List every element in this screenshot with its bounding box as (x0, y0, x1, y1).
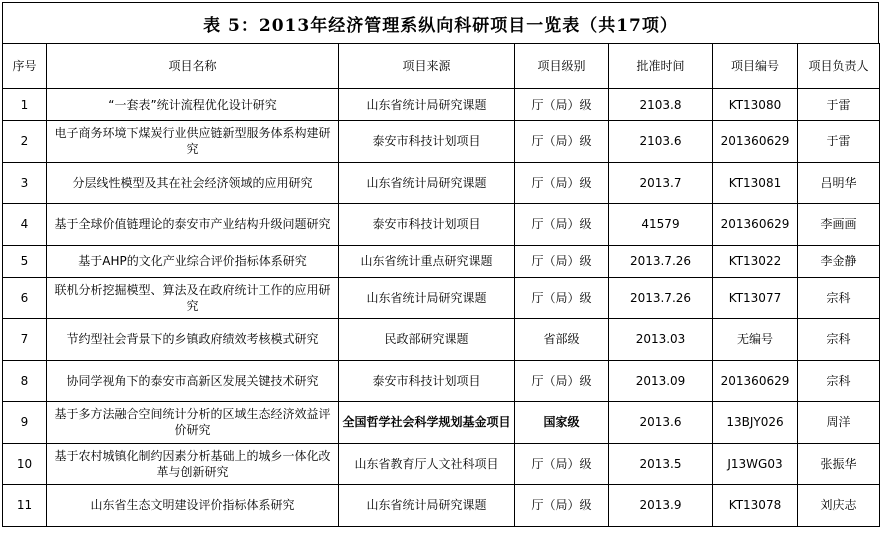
cell-level: 厅（局）级 (515, 443, 609, 485)
cell-source: 民政部研究课题 (339, 319, 515, 361)
table-row (3, 204, 880, 246)
cell-date: 2013.7.26 (609, 245, 713, 277)
cell-level: 厅（局）级 (515, 204, 609, 246)
table-body (3, 89, 880, 527)
cell-no: 10 (3, 443, 47, 485)
cell-date: 2103.6 (609, 121, 713, 163)
header-source: 项目来源 (339, 44, 515, 89)
cell-level: 厅（局）级 (515, 485, 609, 527)
cell-no: 1 (3, 89, 47, 121)
cell-date: 2013.7.26 (609, 277, 713, 319)
cell-name: 山东省生态文明建设评价指标体系研究 (47, 485, 339, 527)
table-row (3, 319, 880, 361)
cell-source: 泰安市科技计划项目 (339, 121, 515, 163)
cell-leader: 吕明华 (798, 162, 880, 204)
header-date: 批准时间 (609, 44, 713, 89)
cell-source: 山东省统计重点研究课题 (339, 245, 515, 277)
cell-name: “一套表”统计流程优化设计研究 (47, 89, 339, 121)
header-level: 项目级别 (515, 44, 609, 89)
cell-no: 6 (3, 277, 47, 319)
cell-code: 201360629 (713, 360, 798, 402)
table-row (3, 245, 880, 277)
cell-no: 5 (3, 245, 47, 277)
table-row (3, 360, 880, 402)
cell-leader: 于雷 (798, 121, 880, 163)
cell-no: 4 (3, 204, 47, 246)
project-table-container (2, 2, 879, 527)
cell-date: 2013.09 (609, 360, 713, 402)
cell-level: 厅（局）级 (515, 89, 609, 121)
table-row (3, 89, 880, 121)
table-title: 表 5：2013年经济管理系纵向科研项目一览表（共17项） (2, 2, 879, 43)
cell-name: 分层线性模型及其在社会经济领域的应用研究 (47, 162, 339, 204)
cell-date: 2013.9 (609, 485, 713, 527)
table-row (3, 121, 880, 163)
cell-name: 联机分析挖掘模型、算法及在政府统计工作的应用研究 (47, 277, 339, 319)
cell-source: 泰安市科技计划项目 (339, 360, 515, 402)
cell-source: 泰安市科技计划项目 (339, 204, 515, 246)
cell-no: 11 (3, 485, 47, 527)
cell-source: 山东省统计局研究课题 (339, 162, 515, 204)
cell-level: 国家级 (515, 402, 609, 444)
cell-name: 基于AHP的文化产业综合评价指标体系研究 (47, 245, 339, 277)
cell-code: 201360629 (713, 121, 798, 163)
table-row (3, 443, 880, 485)
cell-no: 9 (3, 402, 47, 444)
cell-level: 厅（局）级 (515, 121, 609, 163)
cell-source: 山东省统计局研究课题 (339, 277, 515, 319)
cell-leader: 李金静 (798, 245, 880, 277)
cell-no: 3 (3, 162, 47, 204)
cell-no: 7 (3, 319, 47, 361)
cell-name: 协同学视角下的泰安市高新区发展关键技术研究 (47, 360, 339, 402)
cell-name: 基于全球价值链理论的泰安市产业结构升级问题研究 (47, 204, 339, 246)
cell-leader: 周洋 (798, 402, 880, 444)
cell-code: J13WG03 (713, 443, 798, 485)
cell-level: 厅（局）级 (515, 360, 609, 402)
project-table (2, 43, 880, 527)
header-row (3, 44, 880, 89)
cell-source: 山东省统计局研究课题 (339, 485, 515, 527)
cell-code: 201360629 (713, 204, 798, 246)
cell-leader: 李画画 (798, 204, 880, 246)
cell-leader: 刘庆志 (798, 485, 880, 527)
cell-source: 全国哲学社会科学规划基金项目 (339, 402, 515, 444)
header-no: 序号 (3, 44, 47, 89)
cell-code: KT13078 (713, 485, 798, 527)
cell-code: KT13022 (713, 245, 798, 277)
cell-code: KT13081 (713, 162, 798, 204)
table-row (3, 402, 880, 444)
cell-code: KT13077 (713, 277, 798, 319)
header-name: 项目名称 (47, 44, 339, 89)
cell-level: 省部级 (515, 319, 609, 361)
cell-no: 2 (3, 121, 47, 163)
cell-no: 8 (3, 360, 47, 402)
cell-date: 2013.5 (609, 443, 713, 485)
cell-leader: 宗科 (798, 319, 880, 361)
cell-level: 厅（局）级 (515, 277, 609, 319)
cell-leader: 宗科 (798, 277, 880, 319)
header-leader: 项目负责人 (798, 44, 880, 89)
cell-leader: 宗科 (798, 360, 880, 402)
cell-leader: 于雷 (798, 89, 880, 121)
table-row (3, 485, 880, 527)
cell-code: 13BJY026 (713, 402, 798, 444)
cell-date: 41579 (609, 204, 713, 246)
cell-date: 2013.03 (609, 319, 713, 361)
cell-source: 山东省统计局研究课题 (339, 89, 515, 121)
cell-name: 节约型社会背景下的乡镇政府绩效考核模式研究 (47, 319, 339, 361)
table-row (3, 162, 880, 204)
cell-code: KT13080 (713, 89, 798, 121)
cell-level: 厅（局）级 (515, 162, 609, 204)
table-row (3, 277, 880, 319)
cell-date: 2013.6 (609, 402, 713, 444)
header-code: 项目编号 (713, 44, 798, 89)
cell-date: 2103.8 (609, 89, 713, 121)
cell-name: 基于农村城镇化制约因素分析基础上的城乡一体化改革与创新研究 (47, 443, 339, 485)
cell-leader: 张振华 (798, 443, 880, 485)
cell-level: 厅（局）级 (515, 245, 609, 277)
cell-source: 山东省教育厅人文社科项目 (339, 443, 515, 485)
cell-name: 基于多方法融合空间统计分析的区域生态经济效益评价研究 (47, 402, 339, 444)
cell-name: 电子商务环境下煤炭行业供应链新型服务体系构建研究 (47, 121, 339, 163)
cell-date: 2013.7 (609, 162, 713, 204)
cell-code: 无编号 (713, 319, 798, 361)
